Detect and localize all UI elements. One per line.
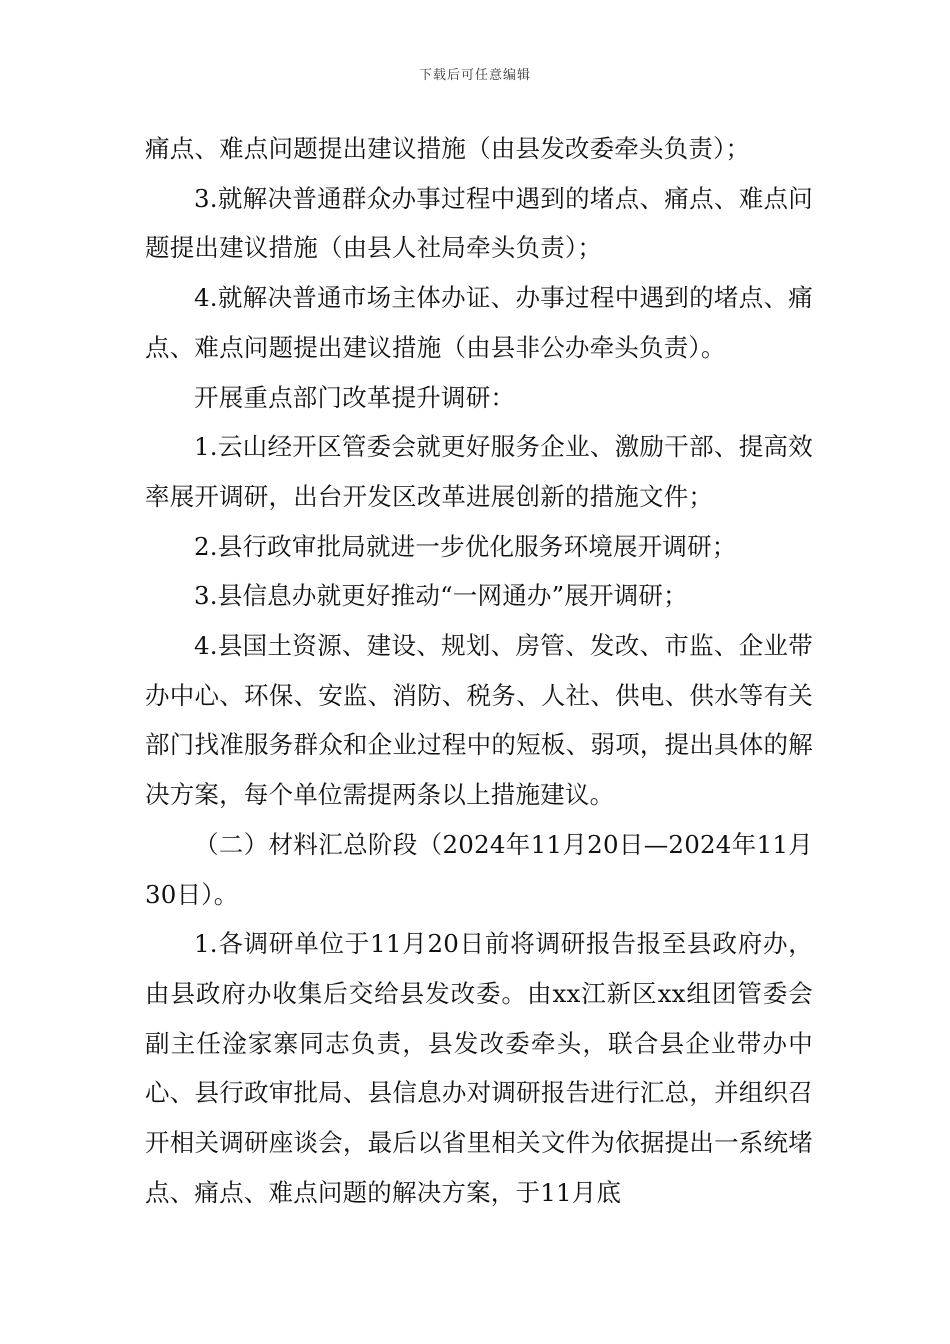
paragraph-1: 痛点、难点问题提出建议措施（由县发改委牵头负责）； [145, 134, 751, 163]
paragraph-7: 3.县信息办就更好推动“一网通办”展开调研； [194, 581, 688, 611]
paragraph-10: 1.各调研单位于11月20日前将调研报告报至县政府办，由县政府办收集后交给县发改委。由xx江新区xx组团管委会副主任淦家寨同志负责，县发改委牵头，联合县企业带办中心、县行政审批局、县信息办对调研报告进行汇总，并组织召开相关调研座谈会，最后以省里相关文件为依据提出一系统堵点、痛点、难点问题的解决方案，于11月底 [145, 929, 813, 1207]
paragraph-9: （二）材料汇总阶段（2024年11月20日—2024年11月30日）。 [145, 829, 813, 909]
paragraph-6: 2.县行政审批局就进一步优化服务环境展开调研； [194, 531, 737, 561]
paragraph-3: 4.就解决普通市场主体办证、办事过程中遇到的堵点、痛点、难点问题提出建议措施（由县非公办牵头负责）。 [145, 283, 813, 362]
paragraph-2: 3.就解决普通群众办事过程中遇到的堵点、痛点、难点问题提出建议措施（由县人社局牵头负责）； [145, 183, 813, 263]
document-body [145, 124, 813, 1217]
paragraph-8: 4.县国土资源、建设、规划、房管、发改、市监、企业带办中心、环保、安监、消防、税务、人社、供电、供水等有关部门找准服务群众和企业过程中的短板、弱项，提出具体的解决方案，每个单位需提两条以上措施建议。 [145, 631, 813, 810]
paragraph-5: 1.云山经开区管委会就更好服务企业、激励干部、提高效率展开调研，出台开发区改革进展创新的措施文件； [145, 432, 813, 511]
paragraph-4: 开展重点部门改革提升调研： [194, 382, 516, 412]
page-header-note: 下载后可任意编辑 [418, 68, 531, 83]
